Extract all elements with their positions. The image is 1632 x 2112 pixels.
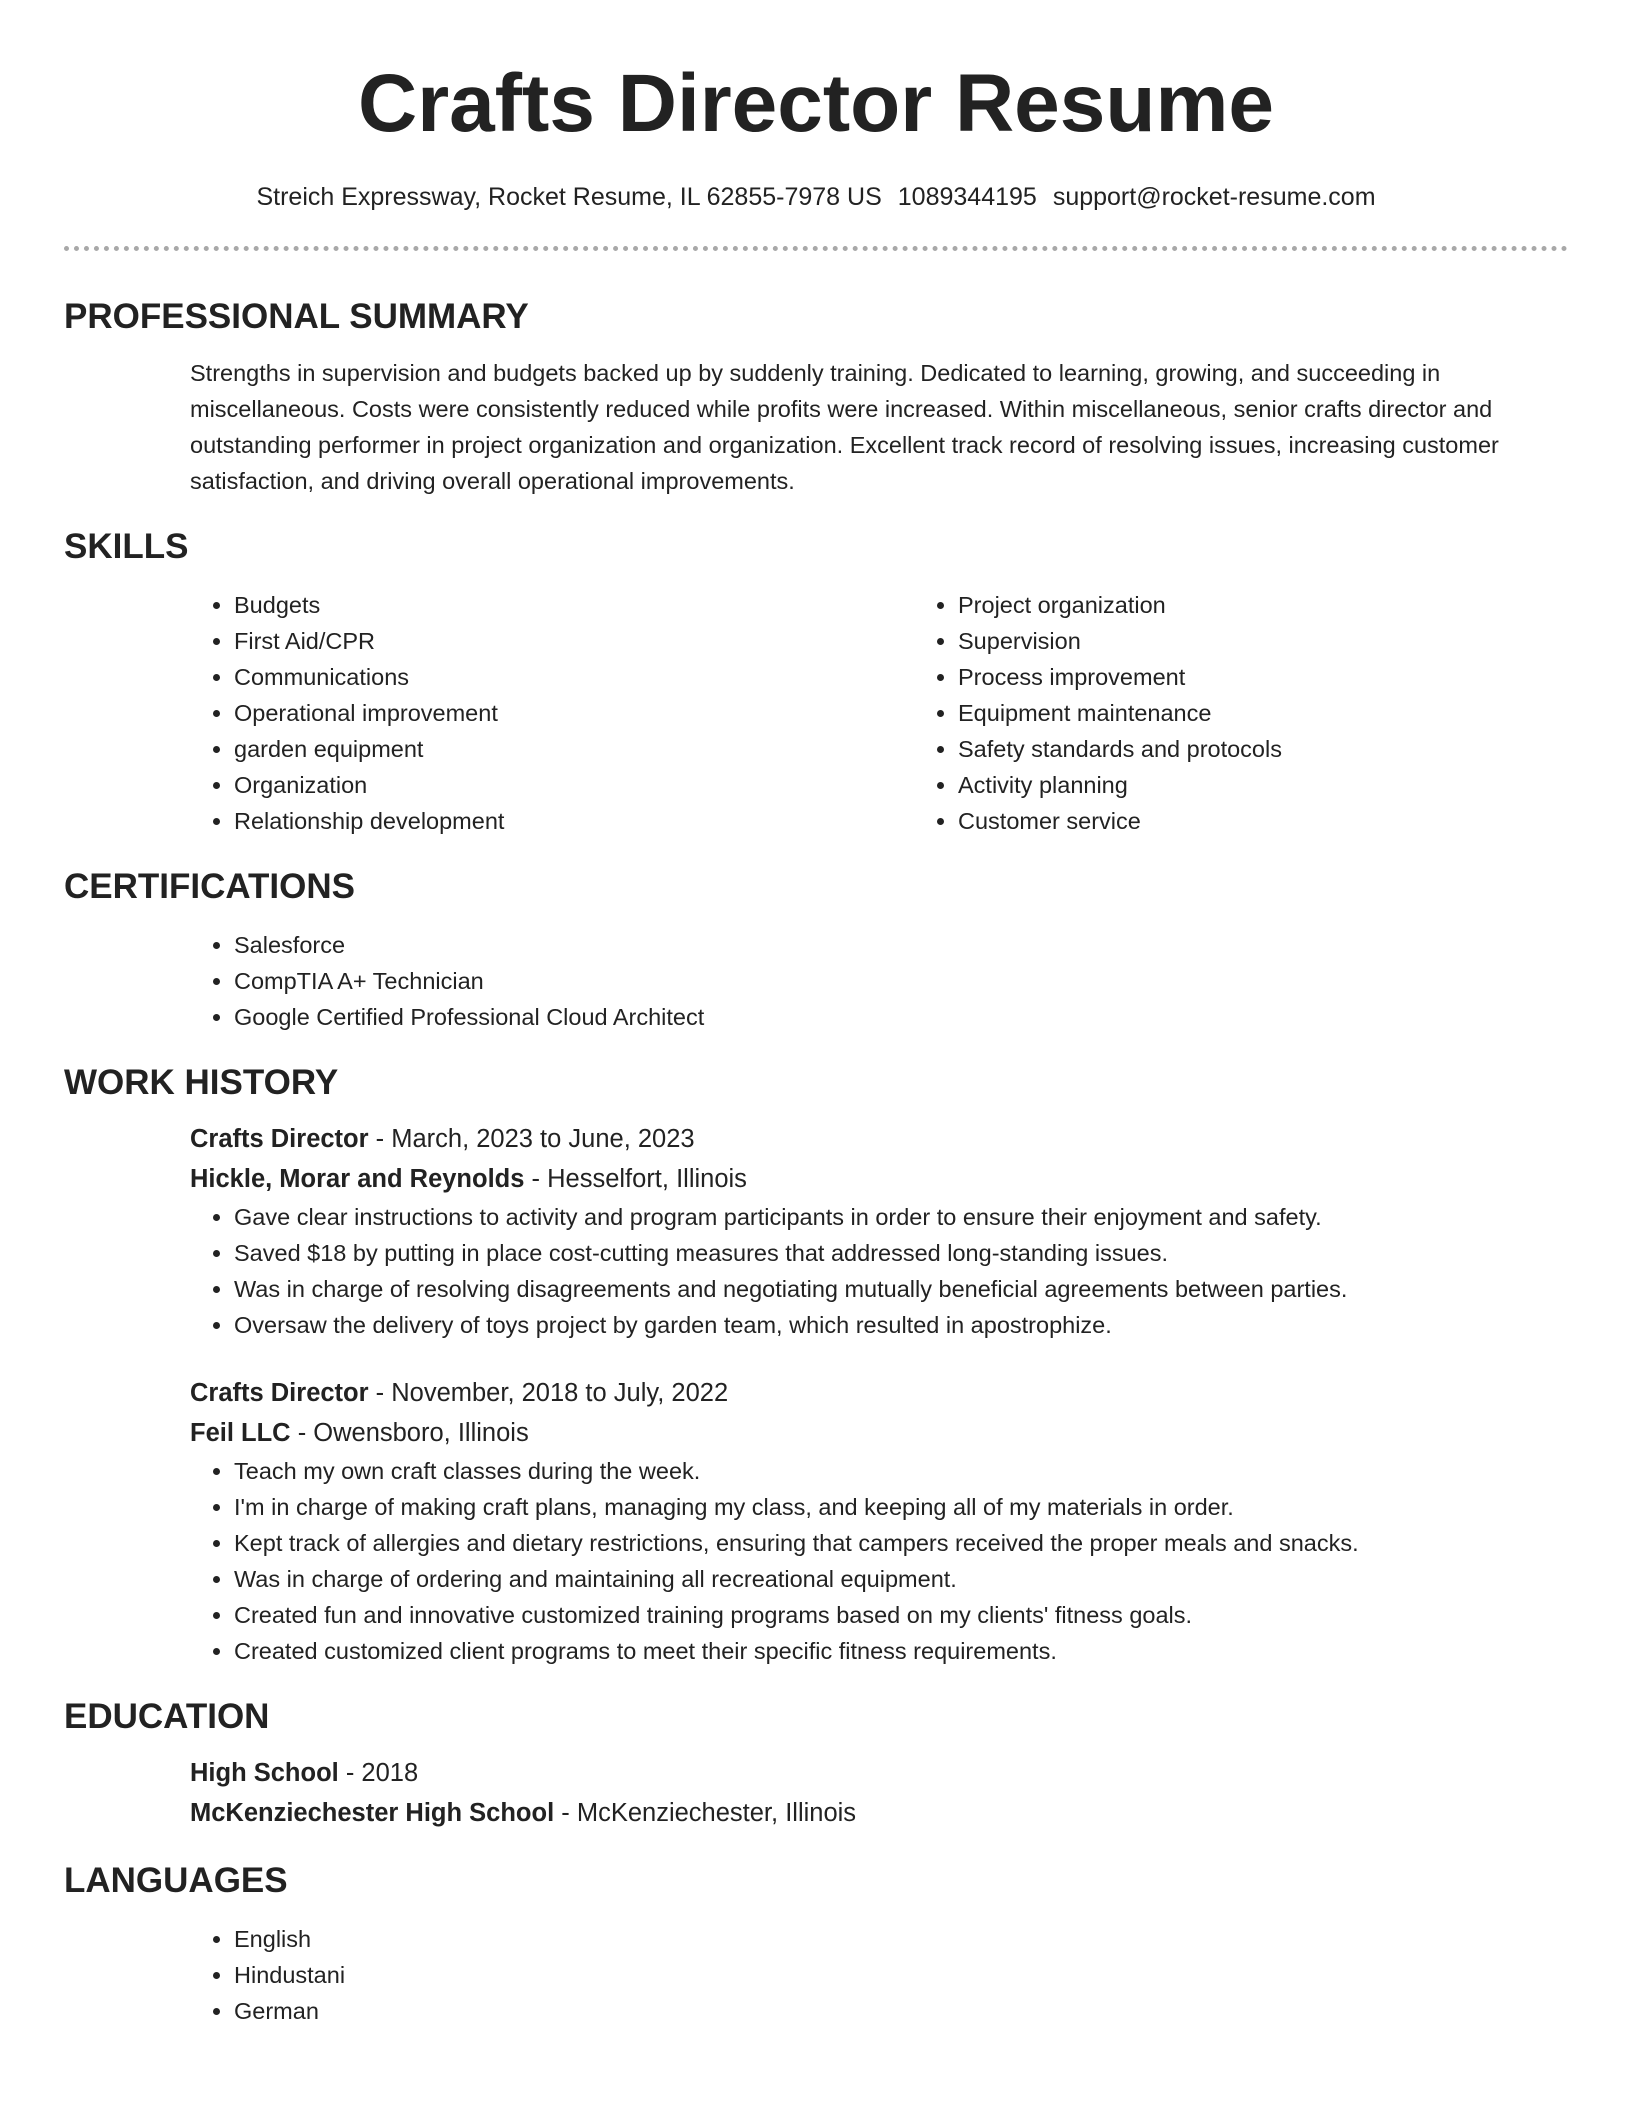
- job-duty: • Gave clear instructions to activity and program participants in order to ensure their enjoyment and safety.: [234, 1199, 1568, 1235]
- certification-item: • Google Certified Professional Cloud Architect: [234, 999, 1568, 1035]
- job-duties-list: [190, 1199, 1568, 1343]
- job-company-line: [190, 1159, 1568, 1199]
- header-divider: [64, 246, 1568, 251]
- job-title-line: [190, 1119, 1568, 1159]
- skill-item: • Relationship development: [234, 803, 914, 839]
- skill-item: • garden equipment: [234, 731, 914, 767]
- education-heading: EDUCATION: [64, 1697, 270, 1736]
- skills-heading: SKILLS: [64, 527, 189, 566]
- job-duty: • Created fun and innovative customized training programs based on my clients' fitness goals.: [234, 1597, 1568, 1633]
- skills-list-right: [914, 587, 1632, 839]
- work-history-section: [190, 1119, 1568, 1669]
- job-location: - Owensboro, Illinois: [297, 1419, 529, 1447]
- certification-item: • Salesforce: [234, 927, 1568, 963]
- job-entry: [190, 1373, 1568, 1669]
- job-duty: • Kept track of allergies and dietary restrictions, ensuring that campers received the proper meals and snacks.: [234, 1525, 1568, 1561]
- job-duty: • Was in charge of resolving disagreements and negotiating mutually beneficial agreements between parties.: [234, 1271, 1568, 1307]
- skill-item: • Safety standards and protocols: [958, 731, 1632, 767]
- summary-heading: PROFESSIONAL SUMMARY: [64, 297, 529, 336]
- job-dates: - November, 2018 to July, 2022: [375, 1379, 729, 1407]
- skill-item: • Budgets: [234, 587, 914, 623]
- contact-phone: 1089344195: [897, 183, 1037, 211]
- job-location: - Hesselfort, Illinois: [531, 1165, 747, 1193]
- job-duty: • Was in charge of ordering and maintaining all recreational equipment.: [234, 1561, 1568, 1597]
- job-entry: [190, 1119, 1568, 1343]
- education-degree: High School: [190, 1759, 339, 1787]
- contact-line: [64, 180, 1568, 214]
- job-dates: - March, 2023 to June, 2023: [375, 1125, 695, 1153]
- education-year: - 2018: [345, 1759, 419, 1787]
- job-duty: • Created customized client programs to meet their specific fitness requirements.: [234, 1633, 1568, 1669]
- job-duties-list: [190, 1453, 1568, 1669]
- job-company-line: [190, 1413, 1568, 1453]
- language-item: • English: [234, 1921, 1568, 1957]
- skill-item: • Equipment maintenance: [958, 695, 1632, 731]
- education-school-line: [190, 1793, 1568, 1833]
- skills-section: [190, 587, 1568, 839]
- skill-item: • Process improvement: [958, 659, 1632, 695]
- certifications-list: [190, 927, 1568, 1035]
- skill-item: • Operational improvement: [234, 695, 914, 731]
- language-item: • German: [234, 1993, 1568, 2029]
- skill-item: • Organization: [234, 767, 914, 803]
- education-section: [190, 1753, 1568, 1833]
- language-item: • Hindustani: [234, 1957, 1568, 1993]
- job-duty: • Teach my own craft classes during the week.: [234, 1453, 1568, 1489]
- certifications-section: [190, 927, 1568, 1035]
- skill-item: • Activity planning: [958, 767, 1632, 803]
- certification-item: • CompTIA A+ Technician: [234, 963, 1568, 999]
- education-degree-line: [190, 1753, 1568, 1793]
- skill-item: • Communications: [234, 659, 914, 695]
- summary-text: Strengths in supervision and budgets backed up by suddenly training. Dedicated to learning, growing, and succeeding in miscellaneous. Costs were consistently reduced while profits were increased. Within miscellaneous, senior crafts director and outstanding performer in project organization and organization. Excellent track record of resolving issues, increasing customer satisfaction, and driving overall operational improvements.: [190, 360, 1499, 494]
- resume-title: Crafts Director Resume: [358, 58, 1274, 149]
- job-company: Feil LLC: [190, 1419, 291, 1447]
- education-location: - McKenziechester, Illinois: [561, 1799, 857, 1827]
- education-school: McKenziechester High School: [190, 1799, 555, 1827]
- skill-item: • Project organization: [958, 587, 1632, 623]
- contact-address: Streich Expressway, Rocket Resume, IL 62855-7978 US: [256, 183, 882, 211]
- job-company: Hickle, Morar and Reynolds: [190, 1165, 525, 1193]
- job-title: Crafts Director: [190, 1125, 369, 1153]
- job-duty: • Oversaw the delivery of toys project by garden team, which resulted in apostrophize.: [234, 1307, 1568, 1343]
- languages-section: [190, 1921, 1568, 2029]
- summary-section: [190, 355, 1568, 499]
- skill-item: • Customer service: [958, 803, 1632, 839]
- languages-heading: LANGUAGES: [64, 1861, 288, 1900]
- skill-item: • Supervision: [958, 623, 1632, 659]
- languages-list: [190, 1921, 1568, 2029]
- skills-list-left: [190, 587, 914, 839]
- contact-email: support@rocket-resume.com: [1052, 183, 1376, 211]
- job-title: Crafts Director: [190, 1379, 369, 1407]
- certifications-heading: CERTIFICATIONS: [64, 867, 356, 906]
- work-history-heading: WORK HISTORY: [64, 1063, 339, 1102]
- job-duty: • I'm in charge of making craft plans, managing my class, and keeping all of my materials in order.: [234, 1489, 1568, 1525]
- skill-item: • First Aid/CPR: [234, 623, 914, 659]
- job-duty: • Saved $18 by putting in place cost-cutting measures that addressed long-standing issues.: [234, 1235, 1568, 1271]
- job-title-line: [190, 1373, 1568, 1413]
